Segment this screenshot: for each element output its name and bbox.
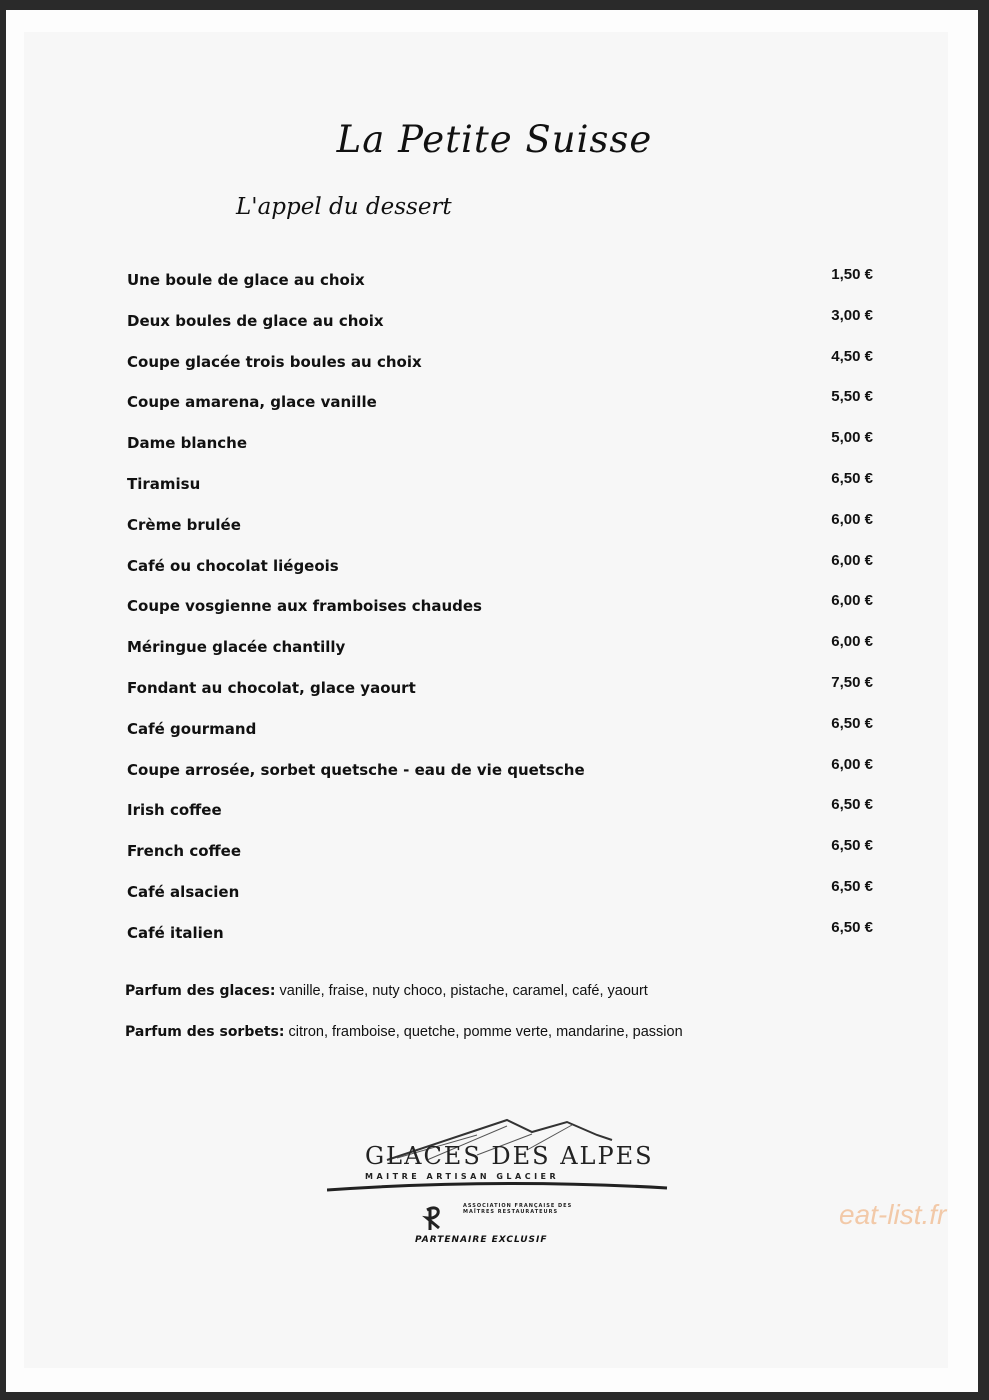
menu-item <box>0 919 989 950</box>
partner-text: PARTENAIRE EXCLUSIF <box>415 1235 548 1245</box>
item-price: 5,00 € <box>831 429 873 446</box>
sorbet-flavours-list: citron, framboise, quetche, pomme verte, mandarine, passion <box>288 1024 683 1040</box>
item-name: French coffee <box>127 842 242 860</box>
watermark: eat-list.fr <box>839 1199 947 1230</box>
item-name: Café ou chocolat liégeois <box>127 557 339 575</box>
menu-item <box>0 388 989 419</box>
item-name: Crème brulée <box>127 516 241 534</box>
menu-item <box>0 633 989 664</box>
item-price: 6,50 € <box>831 919 873 936</box>
menu-item <box>0 592 989 623</box>
menu-item <box>0 878 989 909</box>
restaurant-title: La Petite Suisse <box>336 118 653 161</box>
glaces-des-alpes-logo <box>327 1110 672 1250</box>
menu-item <box>0 796 989 827</box>
item-name: Irish coffee <box>127 801 222 819</box>
item-price: 6,50 € <box>831 796 873 813</box>
item-price: 6,00 € <box>831 592 873 609</box>
menu-item <box>0 266 989 297</box>
menu-item <box>0 307 989 338</box>
item-name: Coupe arrosée, sorbet quetsche - eau de vie quetsche <box>127 761 585 779</box>
item-name: Méringue glacée chantilly <box>127 638 346 656</box>
sorbet-flavours-label: Parfum des sorbets: <box>125 1024 285 1040</box>
ice-flavours-label: Parfum des glaces: <box>125 983 276 999</box>
item-name: Deux boules de glace au choix <box>127 312 384 330</box>
item-price: 4,50 € <box>831 348 873 365</box>
ice-flavours <box>125 983 648 999</box>
item-price: 6,50 € <box>831 837 873 854</box>
menu-item <box>0 470 989 501</box>
item-name: Coupe amarena, glace vanille <box>127 393 377 411</box>
menu-item <box>0 715 989 746</box>
menu-item <box>0 756 989 787</box>
item-name: Une boule de glace au choix <box>127 271 365 289</box>
item-price: 1,50 € <box>831 266 873 283</box>
item-price: 3,00 € <box>831 307 873 324</box>
sorbet-flavours <box>125 1024 683 1040</box>
item-name: Fondant au chocolat, glace yaourt <box>127 679 416 697</box>
item-price: 6,50 € <box>831 878 873 895</box>
item-name: Café alsacien <box>127 883 240 901</box>
item-price: 6,50 € <box>831 470 873 487</box>
menu-item <box>0 429 989 460</box>
section-heading: L'appel du dessert <box>236 194 452 220</box>
item-name: Coupe vosgienne aux framboises chaudes <box>127 597 482 615</box>
item-price: 6,00 € <box>831 552 873 569</box>
menu-item <box>0 511 989 542</box>
ice-flavours-list: vanille, fraise, nuty choco, pistache, caramel, café, yaourt <box>279 983 648 999</box>
item-price: 6,00 € <box>831 756 873 773</box>
item-price: 6,00 € <box>831 511 873 528</box>
brand-name: GLACES DES ALPES <box>365 1142 654 1170</box>
item-name: Café italien <box>127 924 224 942</box>
item-price: 6,00 € <box>831 633 873 650</box>
item-name: Café gourmand <box>127 720 257 738</box>
item-price: 6,50 € <box>831 715 873 732</box>
item-price: 7,50 € <box>831 674 873 691</box>
item-name: Coupe glacée trois boules au choix <box>127 353 422 371</box>
item-name: Tiramisu <box>127 475 201 493</box>
menu-item <box>0 348 989 379</box>
menu-item <box>0 674 989 705</box>
brand-tagline: MAITRE ARTISAN GLACIER <box>365 1172 560 1181</box>
item-name: Dame blanche <box>127 434 248 452</box>
association-text: ASSOCIATION FRANÇAISE DES MAÎTRES RESTAURATEURS <box>463 1203 573 1215</box>
menu-item <box>0 552 989 583</box>
item-price: 5,50 € <box>831 388 873 405</box>
menu-item <box>0 837 989 868</box>
